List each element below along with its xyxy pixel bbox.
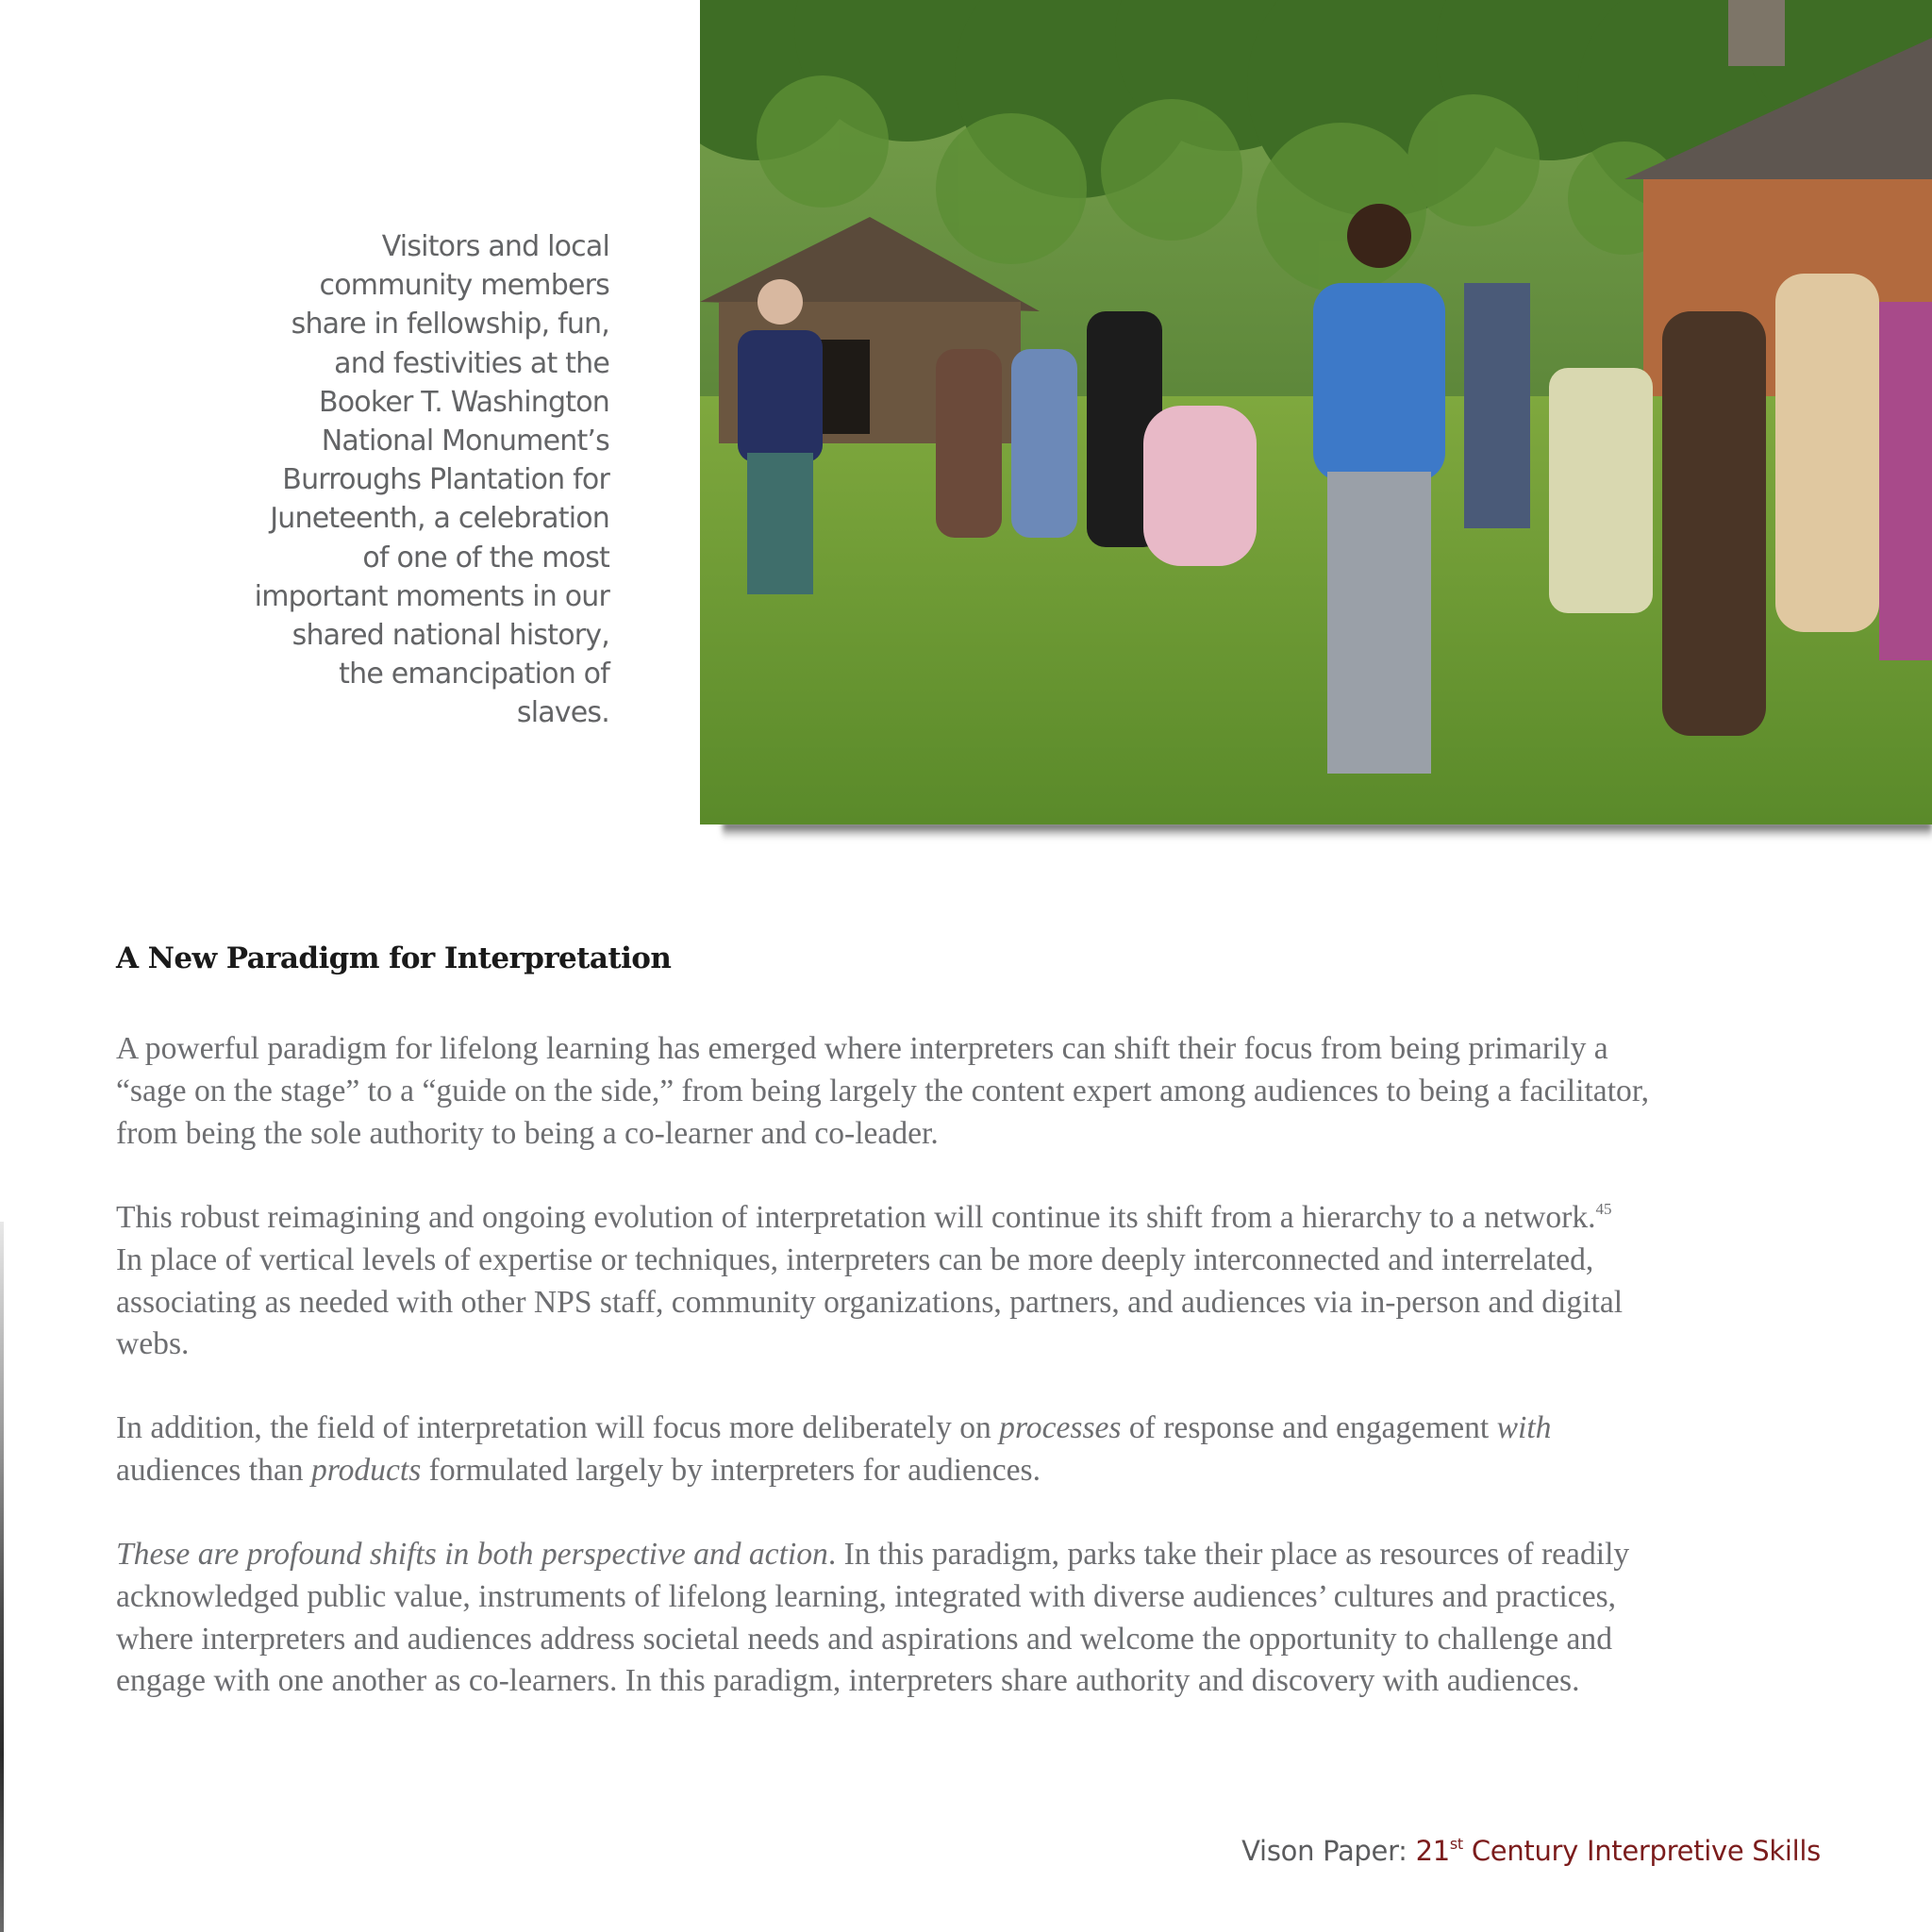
caption-line: Juneteenth, a celebration	[270, 502, 609, 536]
paragraph-text: In addition, the field of interpretation will focus more deliberately on	[116, 1410, 1000, 1445]
caption-line: important moments in our	[254, 579, 609, 613]
footer-label: Vison Paper:	[1241, 1835, 1416, 1867]
emphasis-text: products	[310, 1452, 422, 1488]
caption-line: share in fellowship, fun,	[291, 308, 609, 341]
paragraph-line: webs.	[116, 1326, 190, 1362]
photo-drop-shadow	[723, 823, 1932, 840]
footer-title: Century Interpretive Skills	[1462, 1835, 1821, 1867]
caption-line: National Monument’s	[321, 425, 609, 458]
caption-line: of one of the most	[362, 541, 609, 575]
caption-line: Burroughs Plantation for	[282, 463, 609, 497]
caption-line: Visitors and local	[381, 230, 609, 263]
paragraph-line	[116, 1450, 1833, 1492]
footnote-marker: 45	[1595, 1200, 1612, 1218]
emphasis-text: processes	[999, 1410, 1122, 1445]
paragraph-text: audiences than	[116, 1452, 311, 1488]
caption-line: community members	[319, 269, 609, 303]
emphasis-text: These are profound shifts in both perspective and action	[116, 1537, 828, 1572]
caption-line: slaves.	[516, 696, 609, 730]
paragraph-line: engage with one another as co-learners. In this paradigm, interpreters share authority and discovery with audiences.	[116, 1663, 1580, 1699]
footer-number: 21	[1415, 1835, 1450, 1867]
caption-line: shared national history,	[291, 619, 609, 653]
paragraph-line	[116, 1197, 1833, 1240]
paragraph-line: from being the sole authority to being a co-learner and co-leader.	[116, 1115, 939, 1151]
paragraph-text: This robust reimagining and ongoing evolution of interpretation will continue its shift from a hierarchy to a network.	[116, 1200, 1596, 1235]
caption-line: and festivities at the	[334, 346, 609, 380]
emphasis-text: with	[1496, 1410, 1552, 1445]
page-footer	[1241, 1835, 1821, 1867]
paragraph-text: of response and engagement	[1121, 1410, 1497, 1445]
paragraph-line	[116, 1534, 1833, 1576]
paragraph-line: associating as needed with other NPS staff, community organizations, partners, and audiences via in-person and digital	[116, 1284, 1624, 1320]
caption-line: the emancipation of	[339, 658, 609, 691]
paragraph-text: formulated largely by interpreters for audiences.	[421, 1452, 1041, 1488]
photo-illustration	[700, 0, 1932, 824]
paragraph-2	[116, 1197, 1833, 1366]
paragraph-line	[116, 1407, 1833, 1450]
footer-ordinal: st	[1449, 1835, 1463, 1853]
left-edge-rule	[0, 1222, 4, 1932]
photo-caption	[236, 227, 609, 733]
paragraph-text: . In this paradigm, parks take their place as resources of readily	[827, 1537, 1630, 1572]
paragraph-1	[116, 1028, 1833, 1155]
paragraph-line: “sage on the stage” to a “guide on the side,” from being largely the content expert among audiences to being a facilitator,	[116, 1073, 1650, 1108]
section-heading: A New Paradigm for Interpretation	[116, 941, 672, 975]
paragraph-line: In place of vertical levels of expertise or techniques, interpreters can be more deeply interconnected and interrelated,	[116, 1241, 1594, 1277]
paragraph-line: where interpreters and audiences address societal needs and aspirations and welcome the opportunity to challenge and	[116, 1621, 1612, 1657]
paragraph-3	[116, 1407, 1833, 1492]
paragraph-line: acknowledged public value, instruments of lifelong learning, integrated with diverse audiences’ cultures and practices,	[116, 1578, 1617, 1614]
paragraph-line: A powerful paradigm for lifelong learning has emerged where interpreters can shift their focus from being primarily a	[116, 1031, 1608, 1066]
paragraph-4	[116, 1534, 1833, 1703]
caption-line: Booker T. Washington	[318, 385, 609, 419]
juneteenth-photo	[700, 0, 1932, 824]
